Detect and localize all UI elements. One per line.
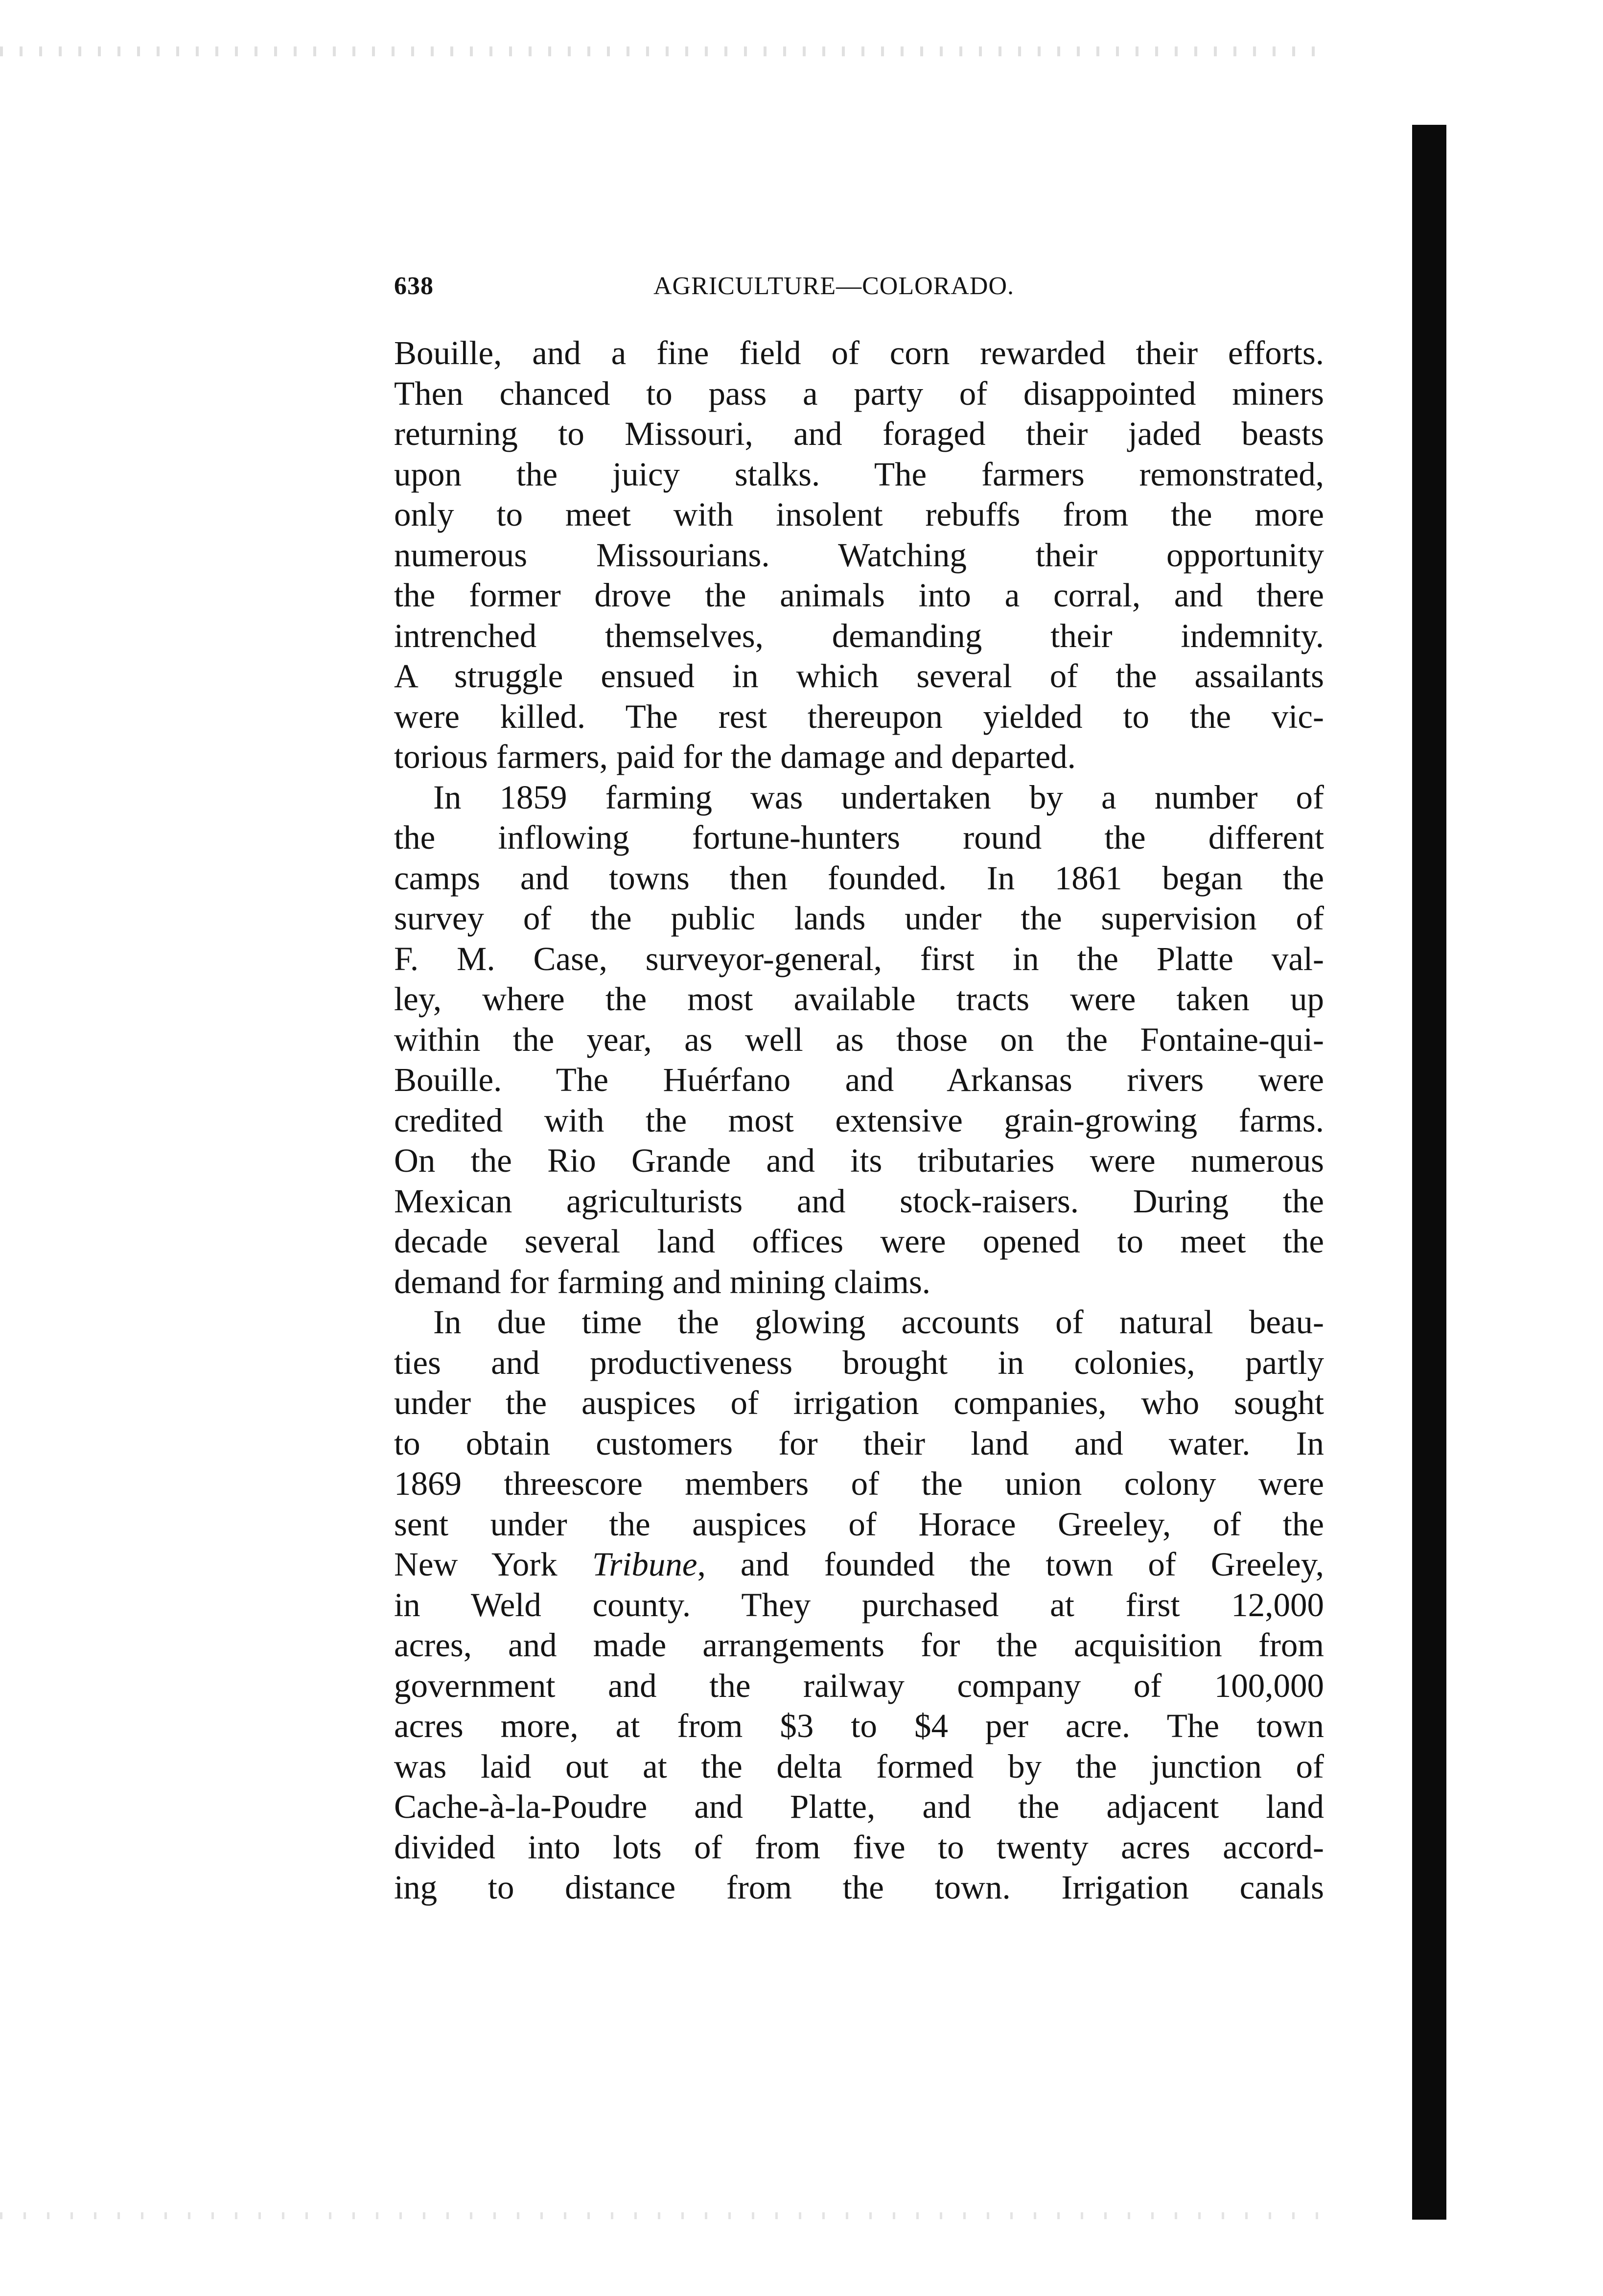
text-line: credited with the most extensive grain-growing farms. [394, 1101, 1324, 1139]
text-line: in Weld county. They purchased at first 12,000 [394, 1586, 1324, 1623]
text-line: returning to Missouri, and foraged their jaded beasts [394, 415, 1324, 452]
text-line: Bouille, and a fine field of corn rewarded their efforts. [394, 334, 1324, 371]
page-number: 638 [394, 272, 434, 300]
text-line: demand for farming and mining claims. [394, 1263, 931, 1300]
text-line: within the year, as well as those on the Fontaine-qui- [394, 1020, 1324, 1058]
text-line: Then chanced to pass a party of disappointed miners [394, 374, 1324, 412]
text-line: under the auspices of irrigation companies, who sought [394, 1384, 1324, 1421]
text-line: In 1859 farming was undertaken by a number of [433, 778, 1324, 816]
text-line: Mexican agriculturists and stock-raisers. During the [394, 1182, 1324, 1220]
text-line: On the Rio Grande and its tributaries were numerous [394, 1142, 1324, 1179]
text-segment: , and founded the town of Greeley, [697, 1546, 1324, 1583]
text-line: upon the juicy stalks. The farmers remonstrated, [394, 455, 1324, 493]
text-line: decade several land offices were opened to meet the [394, 1223, 1324, 1260]
text-line: ties and productiveness brought in colonies, partly [394, 1344, 1324, 1381]
text-line: the inflowing fortune-hunters round the different [394, 819, 1324, 856]
text-line: intrenched themselves, demanding their indemnity. [394, 617, 1324, 654]
text-line-with-italic [394, 1544, 1324, 1585]
scan-edge-bottom [0, 2212, 1322, 2219]
text-line: was laid out at the delta formed by the junction of [394, 1747, 1324, 1785]
text-line: torious farmers, paid for the damage and departed. [394, 738, 1076, 775]
book-spine-shadow [1412, 125, 1446, 2220]
text-line: to obtain customers for their land and water. In [394, 1424, 1324, 1462]
text-line: the former drove the animals into a corral, and there [394, 577, 1324, 614]
text-line: camps and towns then founded. In 1861 began the [394, 859, 1324, 897]
text-line: acres, and made arrangements for the acquisition from [394, 1626, 1324, 1664]
text-line: were killed. The rest thereupon yielded to the vic- [394, 697, 1324, 735]
text-line: ley, where the most available tracts were taken up [394, 980, 1324, 1018]
text-line: divided into lots of from five to twenty acres accord- [394, 1828, 1324, 1866]
text-line: survey of the public lands under the supervision of [394, 900, 1324, 937]
text-line: A struggle ensued in which several of the assailants [394, 657, 1324, 695]
italic-newspaper-title: Tribune [592, 1546, 697, 1583]
running-head: AGRICULTURE—COLORADO. [653, 272, 1014, 300]
scan-edge-top [0, 46, 1322, 56]
text-line: In due time the glowing accounts of natural beau- [433, 1303, 1324, 1341]
text-line: ing to distance from the town. Irrigation canals [394, 1869, 1324, 1906]
text-line: Bouille. The Huérfano and Arkansas rivers were [394, 1061, 1324, 1098]
text-line: sent under the auspices of Horace Greeley, of the [394, 1505, 1324, 1543]
page-header [394, 272, 1324, 311]
text-segment: New York [394, 1546, 558, 1583]
text-line: acres more, at from $3 to $4 per acre. The town [394, 1707, 1324, 1744]
body-text [394, 333, 1324, 1908]
text-line: Cache-à-la-Poudre and Platte, and the adjacent land [394, 1788, 1324, 1825]
text-line: numerous Missourians. Watching their opportunity [394, 536, 1324, 574]
text-line: government and the railway company of 100,000 [394, 1667, 1324, 1704]
text-line: only to meet with insolent rebuffs from the more [394, 496, 1324, 533]
text-line: F. M. Case, surveyor-general, first in the Platte val- [394, 940, 1324, 977]
text-line: 1869 threescore members of the union colony were [394, 1465, 1324, 1502]
